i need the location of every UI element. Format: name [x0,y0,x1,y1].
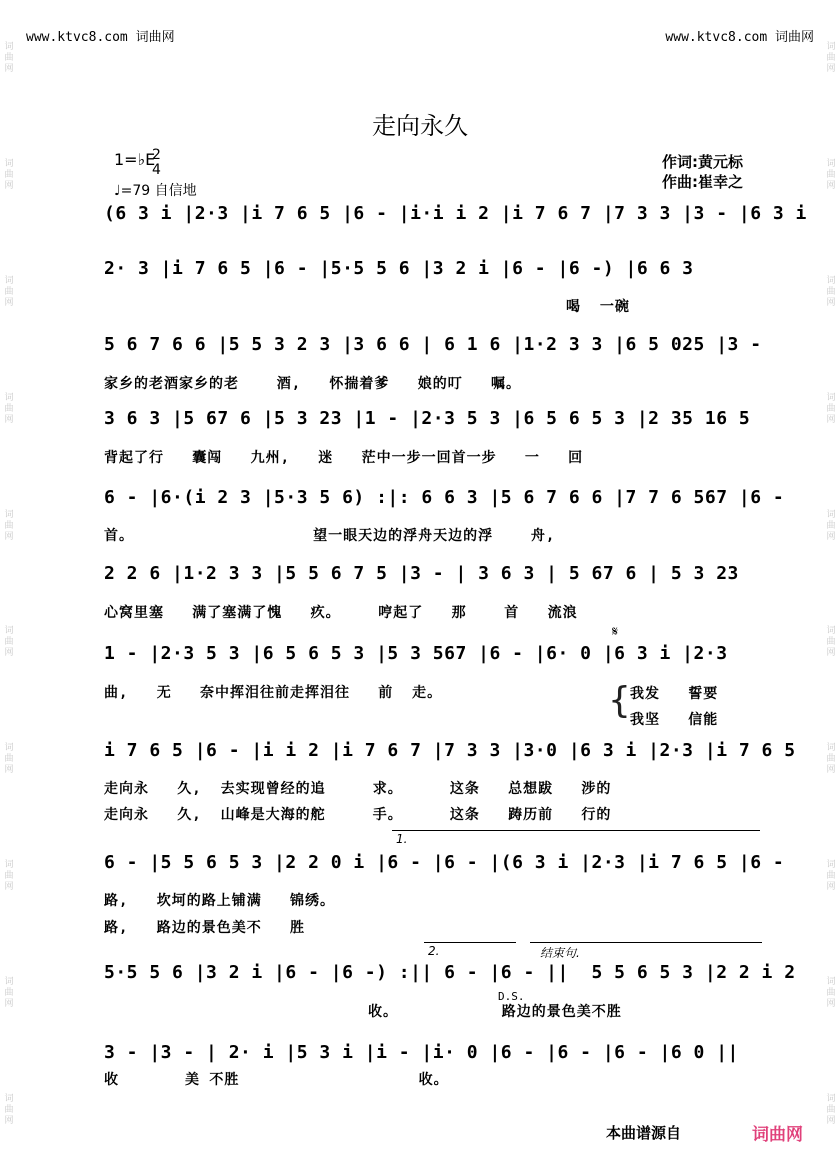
footer-site-logo: 词曲网 [752,1125,803,1145]
lyric-line-5: 首。 望一眼天边的浮舟天边的浮 舟, [104,528,556,544]
time-signature-top: 2 [152,147,161,163]
score-line-7: 1 - |2·3 5 3 |6 5 6 5 3 |5 3 567 |6 - |6· 0 |6 3 i |2·3 [104,643,728,664]
watermark-group: 词 曲 网 [4,743,14,776]
lyricist-credit: 作词:黄元标 [662,153,743,171]
lyric-line-7: 曲, 无 奈中挥泪往前走挥泪往 前 走。 [104,685,443,701]
score-line-4: 3 6 3 |5 67 6 |5 3 23 |1 - |2·3 5 3 |6 5 6 5 3 |2 35 16 5 [104,408,751,429]
watermark-group: 词 曲 网 [4,1093,14,1126]
watermark-group: 词 曲 网 [4,509,14,542]
score-line-1: (6 3 i |2·3 |i 7 6 5 |6 - |i·i i 2 |i 7 6 7 |7 3 3 |3 - |6 3 i [104,203,807,224]
watermark-group: 词 曲 网 [826,41,836,74]
side-lyric-verse-2: 我坚 信能 [630,712,719,728]
lyric-line-8b: 走向永 久, 山峰是大海的舵 手。 这条 踌历前 行的 [104,807,612,823]
watermark-group: 词 曲 网 [826,860,836,893]
watermark-group: 词 曲 网 [4,392,14,425]
watermark-group: 词 曲 网 [826,158,836,191]
lyric-line-9b: 路, 路边的景色美不 胜 [104,920,306,936]
verse-brace: { [608,680,631,721]
time-signature-bottom: 4 [152,162,161,178]
volta-2-bracket [424,942,516,943]
score-line-8: i 7 6 5 |6 - |i i 2 |i 7 6 7 |7 3 3 |3·0 |6 3 i |2·3 |i 7 6 5 [104,740,796,761]
song-title: 走向永久 [372,112,468,140]
score-line-2: 2· 3 |i 7 6 5 |6 - |5·5 5 6 |3 2 i |6 - |6 -) |6 6 3 [104,258,694,279]
score-line-9: 6 - |5 5 6 5 3 |2 2 0 i |6 - |6 - |(6 3 i |2·3 |i 7 6 5 |6 - [104,852,785,873]
volta-2-label: 2. [428,944,440,958]
volta-1-label: 1. [396,832,408,846]
lyric-line-6: 心窝里塞 满了塞满了愧 疚。 哼起了 那 首 流浪 [104,605,578,621]
watermark-group: 词 曲 网 [826,626,836,659]
score-line-3: 5 6 7 6 6 |5 5 3 2 3 |3 6 6 | 6 1 6 |1·2 3 3 |6 5 025 |3 - [104,334,762,355]
tempo-marking: ♩=79 自信地 [114,183,197,199]
watermark-group: 词 曲 网 [826,743,836,776]
ending-bracket [530,942,762,943]
lyric-line-4: 背起了行 囊闯 九州, 迷 茫中一步一回首一步 一 回 [104,450,584,466]
watermark-group: 词 曲 网 [826,509,836,542]
watermark-group: 词 曲 网 [4,275,14,308]
watermark-group: 词 曲 网 [4,977,14,1010]
score-line-10: 5·5 5 6 |3 2 i |6 - |6 -) :|| 6 - |6 - || 5 5 6 5 3 |2 2 i 2 [104,962,796,983]
footer-source-label: 本曲谱源自 [606,1124,682,1142]
watermark-group: 词 曲 网 [4,860,14,893]
lyric-line-9a: 路, 坎坷的路上铺满 锦绣。 [104,893,336,909]
side-lyric-verse-1: 我发 誓要 [630,686,719,702]
score-line-5: 6 - |6·(i 2 3 |5·3 5 6) :|: 6 6 3 |5 6 7 6 6 |7 7 6 567 |6 - [104,487,785,508]
lyric-line-2: 喝 一碗 [104,299,630,315]
left-watermark-column [2,0,16,1169]
lyric-line-10: 收。 路边的景色美不胜 [104,1004,622,1020]
volta-1-bracket [392,830,760,831]
key-signature: 1=♭E [114,150,156,169]
ds-marking: D.S. [498,990,525,1003]
segno-sign: 𝄋 [612,624,619,640]
watermark-group: 词 曲 网 [4,41,14,74]
score-line-11: 3 - |3 - | 2· i |5 3 i |i - |i· 0 |6 - |6 - |6 - |6 0 || [104,1042,739,1063]
right-watermark-column [824,0,838,1169]
lyric-line-11: 收 美 不胜 收。 [104,1072,449,1088]
watermark-group: 词 曲 网 [826,1093,836,1126]
score-line-6: 2 2 6 |1·2 3 3 |5 5 6 7 5 |3 - | 3 6 3 | 5 67 6 | 5 3 23 [104,563,739,584]
watermark-group: 词 曲 网 [826,977,836,1010]
header-site-left: www.ktvc8.com 词曲网 [26,30,175,45]
ending-label: 结束句. [540,946,580,960]
credits [662,152,743,192]
watermark-group: 词 曲 网 [826,392,836,425]
header-site-right: www.ktvc8.com 词曲网 [665,30,814,45]
watermark-group: 词 曲 网 [4,158,14,191]
watermark-group: 词 曲 网 [4,626,14,659]
watermark-group: 词 曲 网 [826,275,836,308]
composer-credit: 作曲:崔幸之 [662,173,743,191]
lyric-line-8a: 走向永 久, 去实现曾经的追 求。 这条 总想跋 涉的 [104,781,612,797]
time-signature [152,148,161,178]
lyric-line-3: 家乡的老酒家乡的老 酒, 怀揣着爹 娘的叮 嘱。 [104,376,522,392]
